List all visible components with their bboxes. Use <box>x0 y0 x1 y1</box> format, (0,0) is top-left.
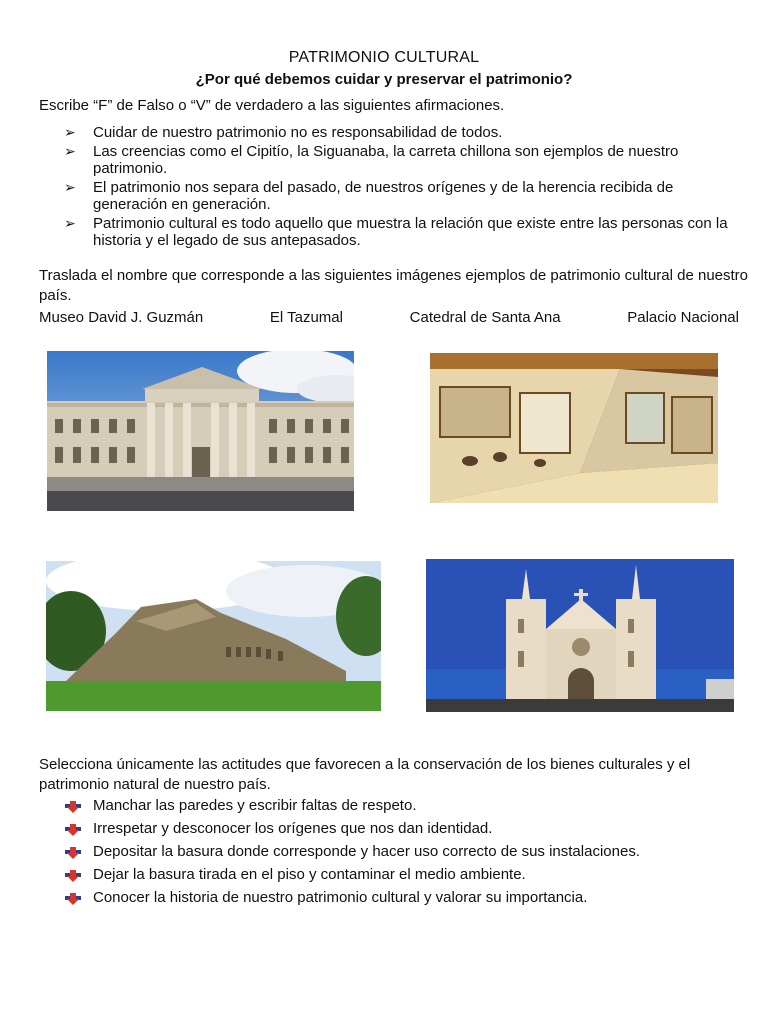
list-item: Dejar la basura tirada en el piso y contaminar el medio ambiente. <box>64 866 744 883</box>
arrow-bullet-icon: ➢ <box>64 124 76 140</box>
arrow-bullet-icon: ➢ <box>64 179 76 195</box>
list-item: ➢ Las creencias como el Cipitío, la Siguanaba, la carreta chillona son ejemplos de nuestro patrimonio. <box>64 143 679 177</box>
photo-palacio <box>47 351 354 511</box>
arrow-bullet-icon: ➢ <box>64 215 76 231</box>
name-option: Catedral de Santa Ana <box>409 309 561 326</box>
page-subtitle: ¿Por qué debemos cuidar y preservar el patrimonio? <box>195 71 573 88</box>
pyramid-image <box>46 561 381 711</box>
true-false-list <box>64 124 744 251</box>
list-item: ➢ Cuidar de nuestro patrimonio no es responsabilidad de todos. <box>64 124 503 141</box>
arrow-down-bullet-icon <box>64 822 82 836</box>
section2-instruction: Traslada el nombre que corresponde a las siguientes imágenes ejemplos de patrimonio cultural de nuestro país. <box>39 267 749 304</box>
arrow-down-bullet-icon <box>64 891 82 905</box>
name-option: Palacio Nacional <box>627 309 739 326</box>
list-item: Conocer la historia de nuestro patrimonio cultural y valorar su importancia. <box>64 889 744 906</box>
list-item: Depositar la basura donde corresponde y hacer uso correcto de sus instalaciones. <box>64 843 744 860</box>
list-item: Irrespetar y desconocer los orígenes que nos dan identidad. <box>64 820 744 837</box>
name-option: El Tazumal <box>269 309 343 326</box>
list-item: ➢ Patrimonio cultural es todo aquello que muestra la relación que existe entre las personas con la historia y el legado de sus antepasados. <box>64 215 728 249</box>
arrow-down-bullet-icon <box>64 845 82 859</box>
name-options <box>39 309 739 326</box>
list-item: Manchar las paredes y escribir faltas de respeto. <box>64 797 744 814</box>
list-item: ➢ El patrimonio nos separa del pasado, de nuestros orígenes y de la herencia recibida de generación en generación. <box>64 179 674 213</box>
section3-instruction: Selecciona únicamente las actitudes que favorecen a la conservación de los bienes culturales y el patrimonio natural de nuestro país. <box>39 756 691 793</box>
photo-catedral <box>426 559 734 712</box>
palace-image <box>47 351 354 511</box>
photo-museo <box>430 353 718 503</box>
section1-instruction: Escribe “F” de Falso o “V” de verdadero a las siguientes afirmaciones. <box>39 97 505 114</box>
attitudes-list <box>64 797 744 912</box>
arrow-bullet-icon: ➢ <box>64 143 76 159</box>
cathedral-image <box>426 559 734 712</box>
name-option: Museo David J. Guzmán <box>39 309 204 326</box>
museum-image <box>430 353 718 503</box>
page-title: PATRIMONIO CULTURAL <box>288 49 480 66</box>
photo-tazumal <box>46 561 381 711</box>
arrow-down-bullet-icon <box>64 868 82 882</box>
arrow-down-bullet-icon <box>64 799 82 813</box>
